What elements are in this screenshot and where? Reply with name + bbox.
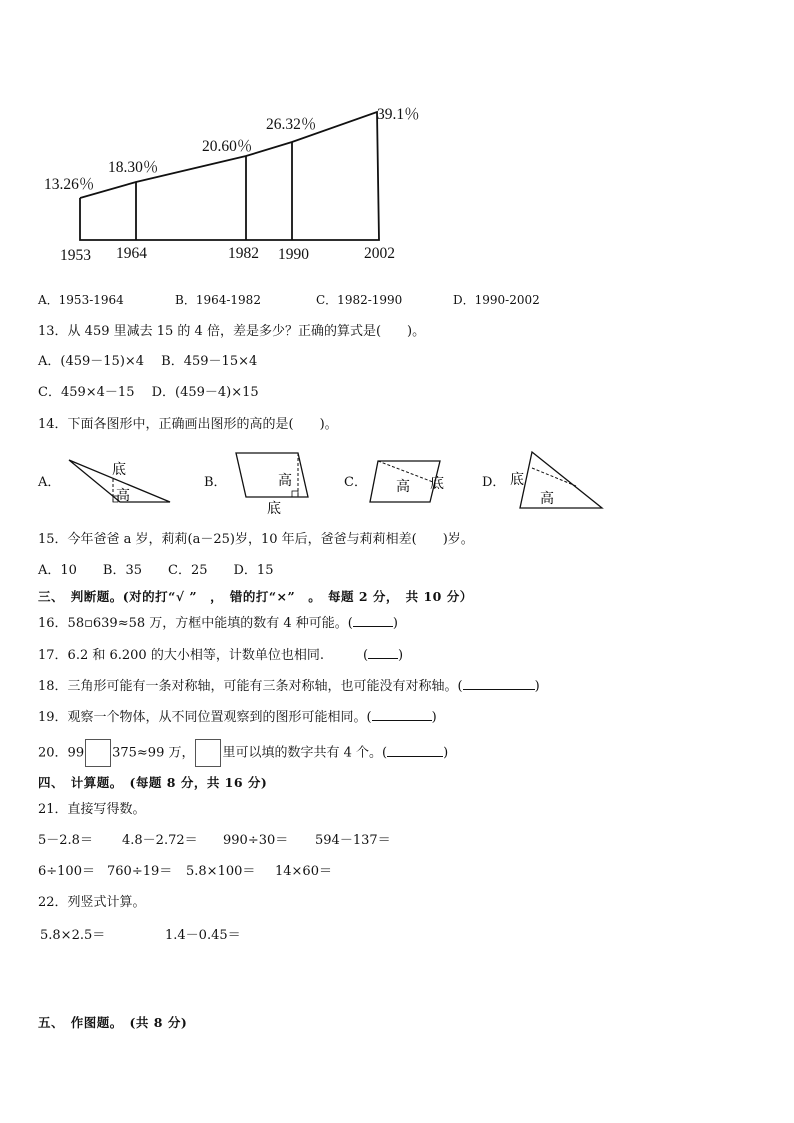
year-1964: 1964 <box>116 245 147 260</box>
percent-1964: 18.30％ <box>108 159 159 176</box>
percent-2002: 39.1％ <box>377 106 420 123</box>
q14-a-base-label: 底 <box>112 463 126 478</box>
q14-figure-c <box>368 458 452 508</box>
section5-heading: 五、 作图题。 (共 8 分) <box>38 1015 188 1030</box>
q13-options-row1[interactable]: A．(459－15)×4 B．459－15×4 <box>38 354 258 369</box>
q17-answer-blank[interactable] <box>368 646 398 659</box>
q20-digit-box[interactable] <box>85 739 111 767</box>
q12-option-b[interactable]: B．1964-1982 <box>175 293 261 307</box>
q19-answer-blank[interactable] <box>372 708 432 721</box>
growth-line <box>80 112 379 240</box>
q14-figure-a <box>66 456 178 506</box>
q14-d-height-label: 高 <box>540 492 554 507</box>
year-1953: 1953 <box>60 247 91 260</box>
q20-close: ) <box>443 745 449 761</box>
q12-option-c[interactable]: C．1982-1990 <box>316 293 403 307</box>
q19-text: 19．观察一个物体，从不同位置观察到的图形可能相同。( <box>38 710 372 725</box>
year-1982: 1982 <box>228 245 259 260</box>
q17-text: 17．6.2 和 6.200 的大小相等，计数单位也相同. ( <box>38 648 369 663</box>
q21-item[interactable]: 4.8－2.72＝ <box>122 833 198 848</box>
q16-close: ) <box>392 616 398 631</box>
q14-figure-d <box>510 450 604 512</box>
q21-item[interactable]: 14×60＝ <box>275 864 332 879</box>
q15-stem: 15．今年爸爸 a 岁，莉莉(a－25)岁，10 年后，爸爸与莉莉相差( )岁。 <box>38 532 474 547</box>
section4-heading: 四、 计算题。 (每题 8 分，共 16 分) <box>38 775 268 790</box>
q20 <box>38 739 448 768</box>
q12-option-a[interactable]: A．1953-1964 <box>38 293 124 307</box>
q14-stem: 14．下面各图形中，正确画出图形的高的是( )。 <box>38 417 338 432</box>
q20-answer-blank[interactable] <box>387 744 443 757</box>
q13-options-row2[interactable]: C．459×4－15 D．(459－4)×15 <box>38 385 259 400</box>
q19-close: ) <box>431 710 437 725</box>
q21-item[interactable]: 6÷100＝ <box>38 864 95 879</box>
q22-item[interactable]: 5.8×2.5＝ <box>40 928 106 943</box>
q20-digit-box-ref <box>195 739 221 767</box>
q14-option-b[interactable]: B． <box>204 475 227 490</box>
q14-c-base-label: 底 <box>430 477 444 492</box>
growth-figure <box>30 100 490 260</box>
q18 <box>38 677 540 695</box>
q18-close: ) <box>534 679 540 694</box>
q14-option-c[interactable]: C． <box>344 475 367 490</box>
q14-option-d[interactable]: D． <box>482 475 506 490</box>
q20-part1: 20．99 <box>38 745 85 761</box>
q17 <box>38 646 403 664</box>
q21-item[interactable]: 990÷30＝ <box>223 833 289 848</box>
q16-text: 16．58▫639≈58 万，方框中能填的数有 4 种可能。( <box>38 616 353 631</box>
percent-1982: 20.60％ <box>202 138 253 155</box>
percent-1953: 13.26％ <box>44 176 95 193</box>
q22-stem: 22．列竖式计算。 <box>38 895 146 910</box>
year-2002: 2002 <box>364 245 395 260</box>
q15-options[interactable]: A．10 B．35 C．25 D．15 <box>38 563 274 578</box>
q14-b-height-label: 高 <box>278 474 292 489</box>
year-1990: 1990 <box>278 246 309 260</box>
q16 <box>38 614 398 632</box>
q20-part3: 里可以填的数字共有 4 个。( <box>222 745 388 761</box>
section3-heading: 三、 判断题。(对的打“√ ” ， 错的打“×” 。 每题 2 分， 共 10 分） <box>38 589 473 604</box>
q18-answer-blank[interactable] <box>463 677 535 690</box>
q12-option-d[interactable]: D．1990-2002 <box>453 293 540 307</box>
q14-d-base-label: 底 <box>510 473 524 488</box>
q20-part2: 375≈99 万， <box>112 745 195 761</box>
q14-b-base-label: 底 <box>267 502 281 517</box>
q14-figure-b <box>232 451 312 517</box>
q21-item[interactable]: 594－137＝ <box>315 833 391 848</box>
q21-item[interactable]: 5.8×100＝ <box>186 864 256 879</box>
q17-close: ) <box>398 648 404 663</box>
q21-stem: 21．直接写得数。 <box>38 802 146 817</box>
q18-text: 18．三角形可能有一条对称轴，可能有三条对称轴，也可能没有对称轴。( <box>38 679 463 694</box>
percent-1990: 26.32％ <box>266 116 317 133</box>
q21-item[interactable]: 5－2.8＝ <box>38 833 93 848</box>
q13-stem: 13．从 459 里减去 15 的 4 倍，差是多少？正确的算式是( )。 <box>38 324 426 339</box>
q14-c-height-label: 高 <box>396 480 410 495</box>
q16-answer-blank[interactable] <box>353 614 393 627</box>
q22-item[interactable]: 1.4－0.45＝ <box>165 928 241 943</box>
q14-a-height-label: 高 <box>116 489 130 504</box>
q14-option-a[interactable]: A． <box>38 475 61 490</box>
q19 <box>38 708 437 726</box>
q21-item[interactable]: 760÷19＝ <box>107 864 173 879</box>
